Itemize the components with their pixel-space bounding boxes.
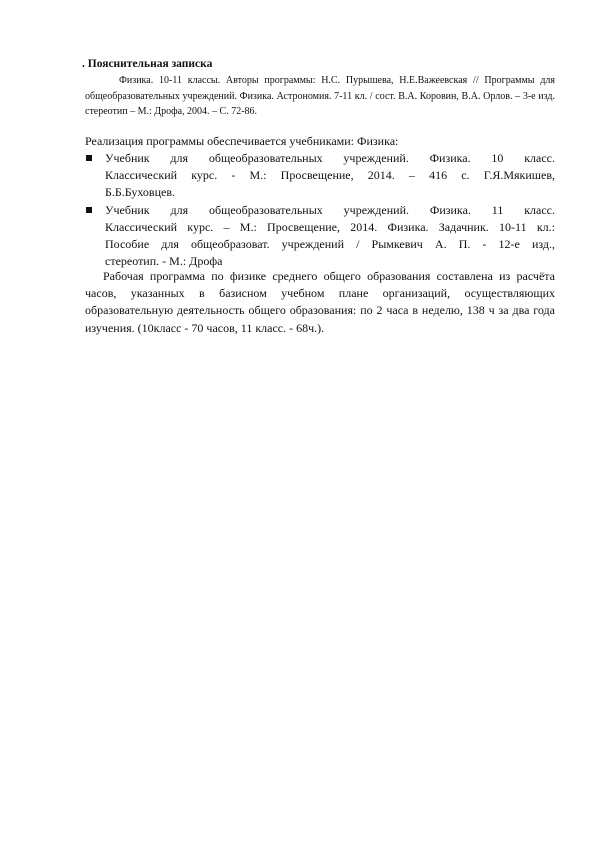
list-item bbox=[85, 202, 555, 271]
textbook-line: стереотип. - М.: Дрофа bbox=[105, 254, 223, 269]
list-item bbox=[85, 150, 555, 202]
textbook-line: Классический курс. – М.: Просвещение, 2014. Физика. Задачник. 10-11 кл.: bbox=[105, 219, 555, 234]
program-hours-paragraph: Рабочая программа по физике среднего общего образования составлена из расчёта часов, указанных в базисном учебном плане организаций, осуществляющих образовательную деятельность общего образования: по 2 часа в неделю, 138 ч за два года изучения. (10класс - 70 часов, 11 класс. - 68ч.). bbox=[85, 269, 555, 335]
section-heading: . Пояснительная записка bbox=[82, 58, 213, 70]
square-bullet-icon bbox=[86, 207, 92, 213]
textbook-line: Пособие для общеобразоват. учреждений / Рымкевич А. П. - 12-е изд., bbox=[105, 237, 555, 252]
textbook-line: Учебник для общеобразовательных учреждений. Физика. 11 класс. bbox=[105, 202, 555, 217]
textbook-line: Б.Б.Буховцев. bbox=[105, 185, 175, 200]
textbook-line: Классический курс. - М.: Просвещение, 2014. – 416 с. Г.Я.Мякишев, bbox=[105, 168, 555, 183]
textbooks-intro: Реализация программы обеспечивается учебниками: Физика: bbox=[85, 134, 399, 148]
program-source-citation: Физика. 10-11 классы. Авторы программы: Н.С. Пурышева, Н.Е.Важеевская // Программы для общеобразовательных учреждений. Физика. Астрономия. 7-11 кл. / сост. В.А. Коровин, В.А. Орлов. – 3-е изд. стереотип – М.: Дрофа, 2004. – С. 72-86. bbox=[85, 75, 555, 118]
square-bullet-icon bbox=[86, 155, 92, 161]
textbook-line: Учебник для общеобразовательных учреждений. Физика. 10 класс. bbox=[105, 151, 555, 165]
textbook-list bbox=[85, 150, 555, 270]
